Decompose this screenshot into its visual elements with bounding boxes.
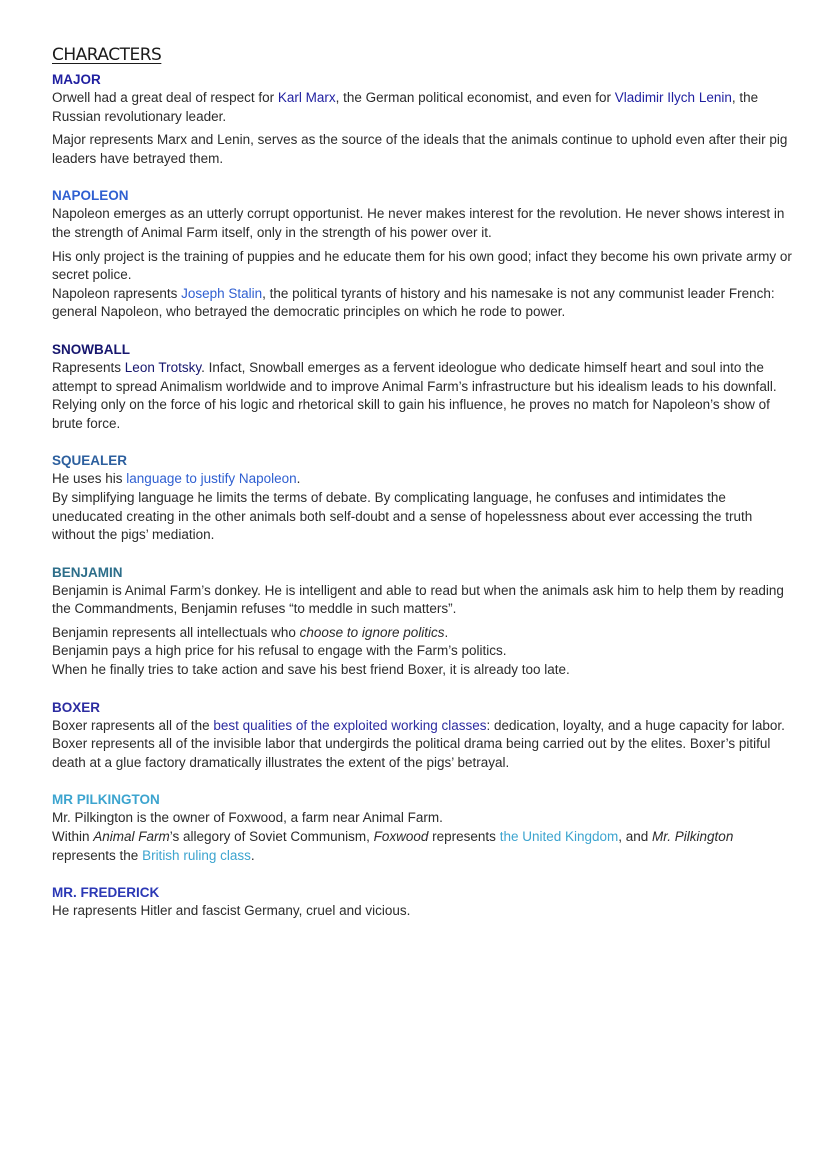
pilkington-paragraph-1: Mr. Pilkington is the owner of Foxwood, a farm near Animal Farm. xyxy=(52,810,443,826)
text-run: , the German political economist, and even for xyxy=(335,90,615,105)
section-benjamin xyxy=(52,563,792,680)
text-run: Rapresents xyxy=(52,359,125,375)
section-boxer xyxy=(52,698,792,773)
link-leon-trotsky[interactable]: Leon Trotsky xyxy=(124,359,202,375)
text-run: represents the xyxy=(52,847,143,863)
link-lenin[interactable]: Vladimir Ilych Lenin xyxy=(614,90,732,105)
heading-napoleon: NAPOLEON xyxy=(52,188,129,204)
heading-boxer: BOXER xyxy=(52,699,101,715)
text-run: . xyxy=(250,847,255,863)
text-run: Orwell had a great deal of respect for xyxy=(52,90,278,105)
squealer-paragraph-1 xyxy=(52,470,792,489)
link-best-qualities[interactable]: best qualities of the exploited working classes xyxy=(213,717,487,733)
text-run: Napoleon rapresents xyxy=(52,285,182,301)
emphasis-text: choose to ignore politics xyxy=(299,624,445,640)
heading-frederick: MR. FREDERICK xyxy=(52,885,160,901)
napoleon-paragraph-2: His only project is the training of puppies and he educate them for his own good; infact they become his own private army or secret police. xyxy=(52,248,792,283)
text-run: . xyxy=(296,471,301,487)
heading-benjamin: BENJAMIN xyxy=(52,564,123,580)
section-pilkington xyxy=(52,790,792,865)
text-run: , the political tyrants of history and his namesake is not any communist leader French: general Napoleon, who betrayed the democratic principles on which he rode to power. xyxy=(52,285,775,320)
squealer-paragraph-2: By simplifying language he limits the terms of debate. By complicating language, he confuses and intimidates the uneducated creating in the other animals both self-doubt and a sense of hopelessness about ever accessing the truth without the pigs’ mediation. xyxy=(52,489,753,543)
document-page xyxy=(52,44,792,939)
frederick-paragraph-1: He rapresents Hitler and fascist Germany, cruel and vicious. xyxy=(52,903,411,919)
text-run: Within xyxy=(52,829,94,845)
page-title: CHARACTERS xyxy=(52,45,162,65)
link-language-to-justify-napoleon[interactable]: language to justify Napoleon xyxy=(126,471,297,487)
text-run: , and xyxy=(618,829,653,845)
snowball-paragraph-1 xyxy=(52,359,792,433)
heading-snowball: SNOWBALL xyxy=(52,341,130,357)
text-run: ’s allegory of Soviet Communism, xyxy=(169,829,374,845)
link-british-ruling-class[interactable]: British ruling class xyxy=(142,847,251,863)
link-united-kingdom[interactable]: the United Kingdom xyxy=(499,829,619,845)
text-run: He uses his xyxy=(52,471,127,487)
link-joseph-stalin[interactable]: Joseph Stalin xyxy=(181,285,263,301)
section-snowball xyxy=(52,340,792,433)
text-run: . Infact, Snowball emerges as a fervent ideologue who dedicate himself heart and soul into the attempt to spread Animalism worldwide and to improve Animal Farm’s infrastructure but his idealism leads to his downfall. Relying only on the force of his logic and rhetorical skill to gain his influence, he proves no match for Napoleon’s show of brute force. xyxy=(52,359,777,431)
text-run: Benjamin represents all intellectuals who xyxy=(52,624,300,640)
napoleon-paragraph-1: Napoleon emerges as an utterly corrupt opportunist. He never makes interest for the revolution. He never shows interest in the strength of Animal Farm itself, only in the strength of his power over it. xyxy=(52,206,785,240)
emphasis-text: Animal Farm xyxy=(93,829,170,845)
section-frederick xyxy=(52,883,792,921)
heading-pilkington: MR PILKINGTON xyxy=(52,792,160,808)
benjamin-paragraph-1: Benjamin is Animal Farm’s donkey. He is intelligent and able to read but when the animals ask him to help them by reading the Commandments, Benjamin refuses “to meddle in such matters”. xyxy=(52,582,784,617)
heading-major: MAJOR xyxy=(52,72,101,87)
emphasis-text: Foxwood xyxy=(373,829,429,845)
napoleon-paragraph-3 xyxy=(52,285,792,322)
benjamin-paragraph-3: Benjamin pays a high price for his refusal to engage with the Farm’s politics. xyxy=(52,643,507,659)
emphasis-text: Mr. Pilkington xyxy=(652,829,734,845)
link-karl-marx[interactable]: Karl Marx xyxy=(277,90,336,105)
pilkington-paragraph-2 xyxy=(52,828,792,865)
text-run: , the Russian revolutionary leader. xyxy=(52,90,759,124)
text-run: . xyxy=(444,624,449,640)
boxer-paragraph-1 xyxy=(52,717,792,773)
benjamin-paragraph-2 xyxy=(52,624,792,643)
text-run: Boxer rapresents all of the xyxy=(52,717,214,733)
text-run: : dedication, loyalty, and a huge capacity for labor. Boxer represents all of the invisible labor that undergirds the political drama being carried out by the elites. Boxer’s pitiful death at a glue factory dramatically illustrates the extent of the pigs’ betrayal. xyxy=(52,717,785,770)
benjamin-paragraph-4: When he finally tries to take action and save his best friend Boxer, it is already too late. xyxy=(52,662,570,678)
section-major xyxy=(52,70,792,168)
section-napoleon xyxy=(52,186,792,322)
major-paragraph-2: Major represents Marx and Lenin, serves as the source of the ideals that the animals continue to uphold even after their pig leaders have betrayed them. xyxy=(52,132,788,166)
major-paragraph-1 xyxy=(52,89,792,126)
text-run: represents xyxy=(428,829,500,845)
section-squealer xyxy=(52,451,792,544)
heading-squealer: SQUEALER xyxy=(52,453,128,469)
